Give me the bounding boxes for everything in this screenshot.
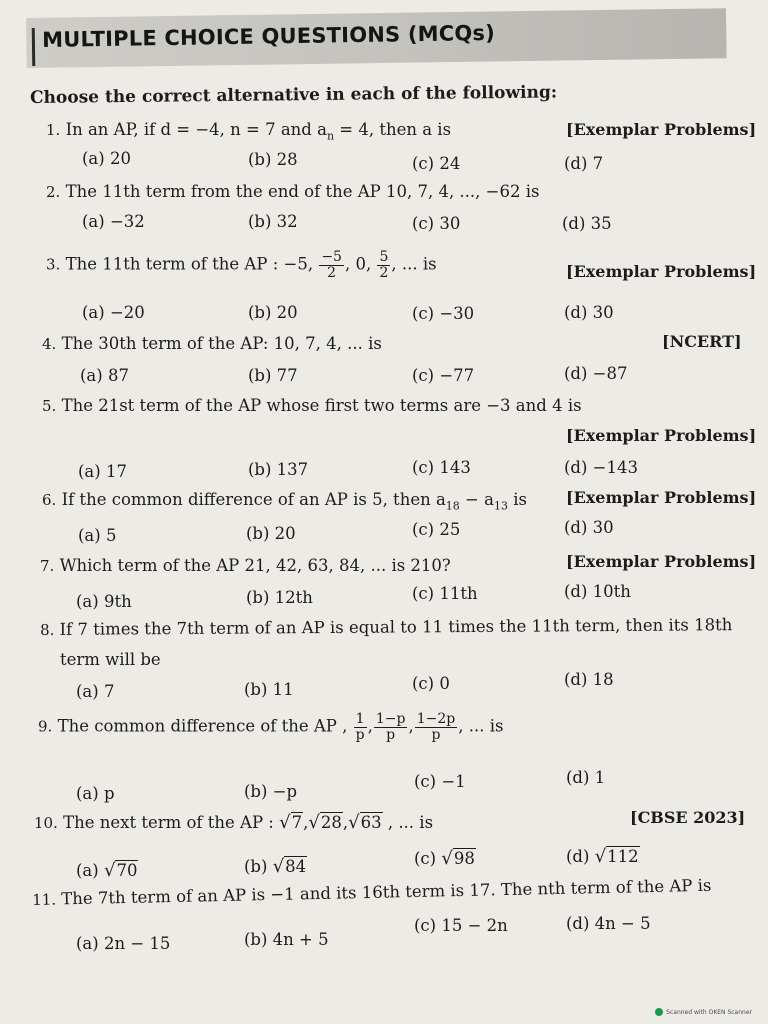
question-7-source-tag: [Exemplar Problems]	[566, 552, 757, 571]
q7-option-a: (a) 9th	[76, 592, 132, 611]
q1-option-c: (c) 24	[412, 154, 461, 173]
q2-option-c: (c) 30	[412, 214, 461, 233]
q9-option-b: (b) −p	[244, 782, 298, 801]
q7-option-b: (b) 12th	[246, 588, 313, 607]
question-5: 5. The 21st term of the AP whose first two terms are −3 and 4 is	[42, 396, 582, 415]
q4-option-a: (a) 87	[80, 366, 129, 385]
q6-option-c: (c) 25	[412, 520, 461, 539]
q9-option-a: (a) p	[76, 784, 115, 803]
radical: √28	[308, 812, 342, 833]
question-8: 8. If 7 times the 7th term of an AP is equal to 11 times the 11th term, then its 18th	[40, 615, 733, 639]
question-5-source-tag: [Exemplar Problems]	[566, 426, 757, 445]
q4-option-d: (d) −87	[564, 364, 628, 383]
question-4-source-tag: [NCERT]	[662, 332, 742, 351]
q11-option-b: (b) 4n + 5	[244, 930, 329, 949]
q8-option-c: (c) 0	[412, 674, 450, 693]
q5-option-d: (d) −143	[564, 458, 639, 477]
fraction: $\frac{1}{p}$	[355, 711, 365, 743]
question-3: 3. The 11th term of the AP : −5, $\frac{-5}{2}$ , 0, $\frac{5}{2}$ , ... is	[46, 249, 437, 281]
instructions: Choose the correct alternative in each of the following:	[30, 82, 558, 108]
q1-option-d: (d) 7	[564, 154, 604, 173]
q11-option-a: (a) 2n − 15	[76, 934, 171, 953]
q11-option-d: (d) 4n − 5	[566, 914, 651, 933]
q1-option-a: (a) 20	[82, 149, 131, 168]
q2-option-d: (d) 35	[562, 214, 612, 233]
fraction: $\frac{1-p}{p}$	[375, 711, 406, 743]
question-9: 9. The common difference of the AP , $\frac{1}{p}$ , $\frac{1-p}{p}$ , $\frac{1-2p}{p}$ , ... is	[38, 711, 504, 743]
q3-option-b: (b) 20	[248, 303, 298, 322]
q5-option-c: (c) 143	[412, 458, 471, 477]
question-1-source-tag: [Exemplar Problems]	[566, 120, 757, 139]
q10-option-d: (d) √112	[566, 846, 639, 867]
fraction: $\frac{1-2p}{p}$	[416, 711, 456, 743]
question-2: 2. The 11th term from the end of the AP 10, 7, 4, ..., −62 is	[46, 182, 540, 201]
question-8-continued: term will be	[60, 650, 161, 669]
question-10-source-tag: [CBSE 2023]	[630, 808, 746, 827]
q5-option-a: (a) 17	[78, 462, 127, 481]
question-10: 10. The next term of the AP : √7,√28,√63 , ... is	[34, 812, 434, 833]
q9-option-c: (c) −1	[414, 772, 466, 791]
q7-option-d: (d) 10th	[564, 582, 631, 601]
question-1: 1. In an AP, if d = −4, n = 7 and $a_n = 4$, then a is	[46, 120, 452, 143]
scanner-watermark: Scanned with OKEN Scanner	[655, 1008, 752, 1016]
question-7: 7. Which term of the AP 21, 42, 63, 84, ... is 210?	[40, 556, 451, 575]
q2-option-b: (b) 32	[248, 212, 298, 231]
question-6-source-tag: [Exemplar Problems]	[566, 488, 757, 507]
q9-option-d: (d) 1	[566, 768, 606, 787]
section-title: MULTIPLE CHOICE QUESTIONS (MCQs)	[42, 20, 496, 52]
q3-option-c: (c) −30	[412, 304, 475, 323]
radical: √70	[103, 860, 138, 881]
q1-option-b: (b) 28	[248, 150, 298, 169]
q5-option-b: (b) 137	[248, 460, 309, 479]
scanner-logo-icon	[655, 1008, 663, 1016]
q10-option-b: (b) √84	[244, 856, 307, 877]
question-6: 6. If the common difference of an AP is 5, then $a_{18} - a_{13}$ is	[42, 490, 527, 513]
radical: √84	[272, 856, 307, 877]
q8-option-d: (d) 18	[564, 670, 614, 689]
radical: √7	[279, 812, 303, 833]
q7-option-c: (c) 11th	[412, 584, 478, 603]
q3-option-d: (d) 30	[564, 303, 614, 322]
question-4: 4. The 30th term of the AP: 10, 7, 4, ... is	[42, 334, 382, 353]
q10-option-a: (a) √70	[76, 860, 138, 881]
q8-option-a: (a) 7	[76, 682, 115, 701]
q2-option-a: (a) −32	[82, 212, 145, 231]
header-banner-edge	[32, 28, 36, 66]
q4-option-c: (c) −77	[412, 366, 475, 385]
q4-option-b: (b) 77	[248, 366, 298, 385]
question-3-source-tag: [Exemplar Problems]	[566, 262, 757, 281]
q6-option-d: (d) 30	[564, 518, 614, 537]
fraction: $\frac{5}{2}$	[379, 249, 389, 281]
q8-option-b: (b) 11	[244, 680, 294, 699]
question-11: 11. The 7th term of an AP is −1 and its 16th term is 17. The nth term of the AP is	[32, 875, 712, 909]
q10-option-c: (c) √98	[414, 848, 475, 869]
radical: √112	[594, 846, 639, 867]
q6-option-a: (a) 5	[78, 526, 117, 545]
q3-option-a: (a) −20	[82, 303, 145, 322]
radical: √63	[348, 812, 382, 833]
q11-option-c: (c) 15 − 2n	[414, 916, 508, 935]
fraction: $\frac{-5}{2}$	[321, 249, 342, 281]
radical: √98	[441, 848, 475, 869]
q6-option-b: (b) 20	[246, 524, 296, 543]
